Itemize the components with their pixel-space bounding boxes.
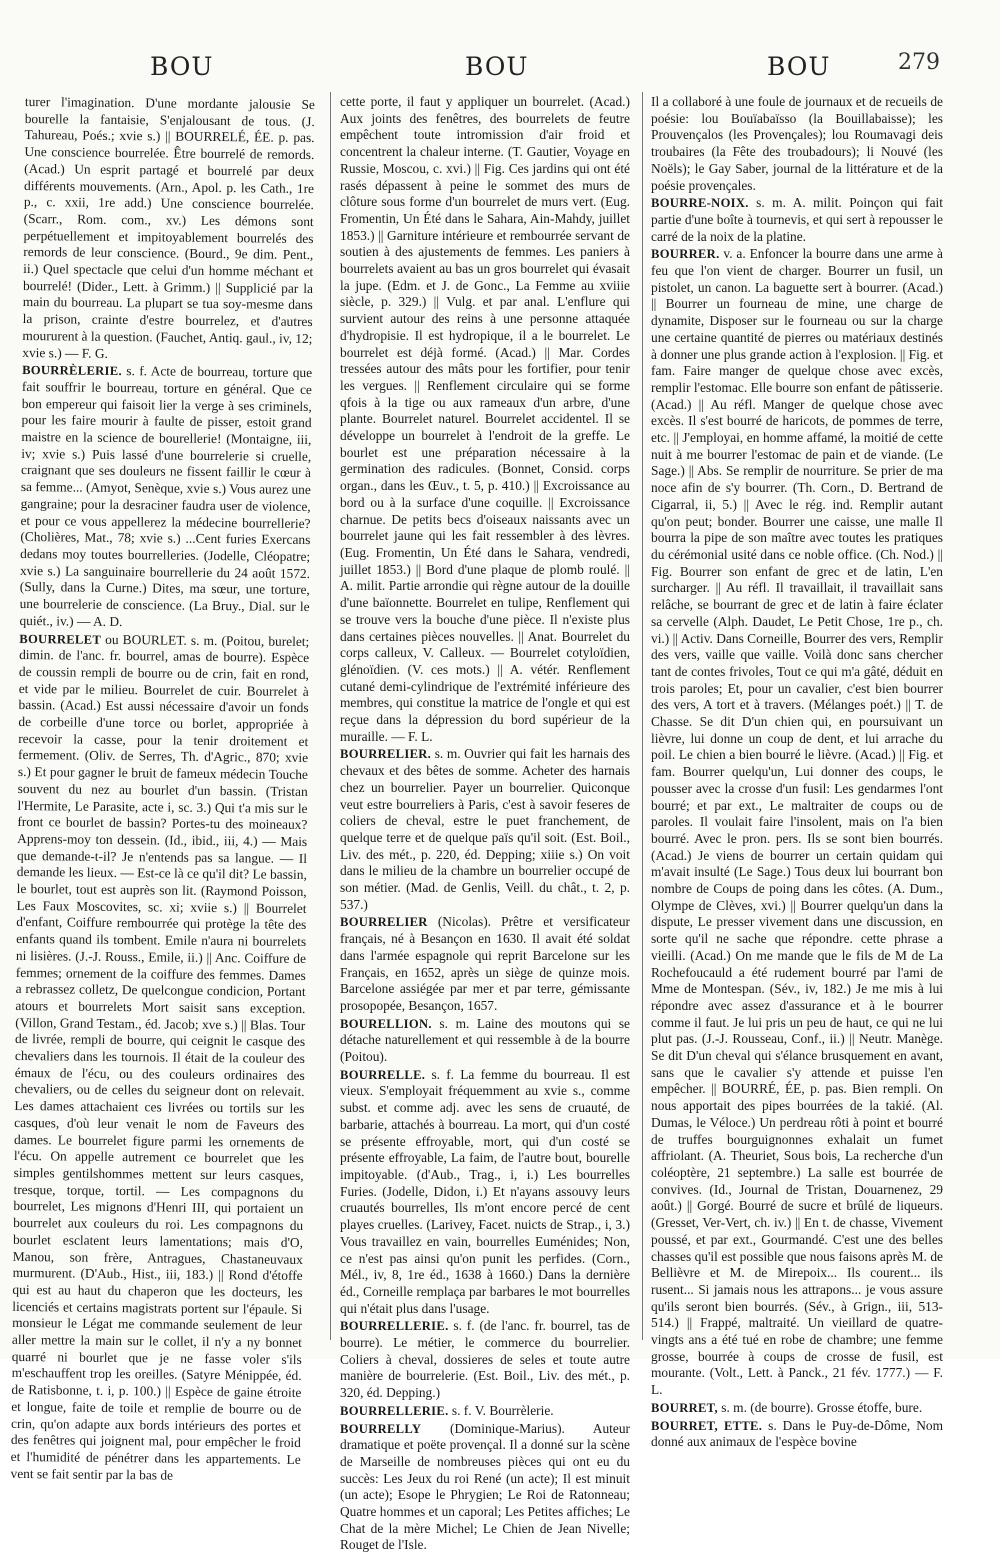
entry-text: ou BOURLET. s. m. (Poitou, burelet; dimin. de l'anc. fr. bourrel, amas de bourre). Espèce de coussin rempli de bourre ou de crin, fait en rond, et vide par le milieu. Bourrelet de cuir. Bourrelet à bassin. (Acad.) Est aussi nécessaire d'avoir un fonds de corbeille d'une torce ou borlet, appropriée à recevoir la casse, pour la tenir droitement et fermement. (Oliv. de Serres, Th. d'Agric., 870; xvie s.) Et pour gagner le bruit de fameux médecin Touche souvent du nez au bourlet d'un bassin. (Tristan l'Hermite, Le Parasite, acte i, sc. 3.) Qui t'a mis sur le front ce bourlet de bassin? Portes-tu des moineaux? Apprens-moy ton dessein. (Id., ibid., iii, 4.) — Mais que demande-t-il? Je n'entends pas sa langue. — Il demande les lieux. — Est-ce là ce qu'il dit? Le bassin, le bourlet, tout est auprès son lit. (Raymond Poisson, Les Faux Moscovites, sc. xi; xviie s.) || Bourrelet d'enfant, Coiffure rembourrée qui protège la tête des enfants quand ils tombent. Emile n'aura ni bourrelets ni lisières. (J.-J. Rouss., Emile, ii.) || Anc. Coiffure de femmes; ornement de la coiffure des femmes. Dames a rebrassez colletz, De quelcongue condicion, Portant atours et bourrelets Mort saisit sans exception. (Villon, Grand Testam., éd. Jacob; xve s.) || Blas. Tour de livrée, rempli de bourre, qui ceignit le casque des chevaliers dans les tournois. Il était de la couleur des émaux de l'écu, ou des couleurs ordinaires des chevaliers, ou de celles du seigneur dont on relevait. Les dames attachaient ces livrées ou tortils sur les casques, d'où leur venait le nom de Faveurs des dames. Le bourrelet figure parmi les ornements de l'écu. On appelle autrement ce bourrelet que les simples gentilshommes mettent sur leurs casques, tresque, torque, tortil. — Les compagnons du bourrelet, Les mignons d'Henri III, qui portaient un bourrelet aux couleurs du roi. Les compagnons du bourlet esclatent leurs lamentations; mais d'O, Manou, son frère, Antragues, Chastaneuvaux murmurent. (D'Aub., Hist., iii, 183.) || Rond d'étoffe qui est au haut du chaperon que les docteurs, les licenciés et certains magistrats portent sur l'épaule. Si monsieur le Légat me commande seulement de leur aller mettre la main sur le collet, il n'y a ny bonnet quarré ni bourlet que je ne fasse voler s'ils m'eschauffent trop les oreilles. (Satyre Ménippée, éd. de Ratisbonne, t. i, p. 100.) || Espèce de gaine étroite et longue, faite de toile et remplie de bourre ou de crin, qu'on adapte aux bords intérieurs des portes et des fenêtres qui joignent mal, pour empêcher le froid et l'humidité de pénétrer dans les appartements. Le vent se fait sentir par la bas de [10,631,310,1483]
entry-text: s. f. La femme du bourreau. Il est vieux. S'employait fréquemment au xvie s., comme subst. et comme adj. avec les sens de cruauté, de barbarie, attachés à bourreau. La mort, qui d'un costé se présente effroyable, mort, qui d'un costé se présente effroyable, La faim, de l'autre bout, bourelle impitoyable. (d'Aub., Trag., i, i.) Les bourrelles Furies. (Jodelle, Didon, i.) Et n'ayans assouvy leurs cruautés bourrelles, Ils m'ont encore percé de cent playes cruelles. (Larivey, Facet. nuicts de Strap., i, 3.) Vous travaillez en vain, bourrelles Euménides; Non, ce n'est pas ainsi qu'on punit les perfides. (Corn., Mél., iv, 8, 1re éd., 1638 à 1660.) Dans la dernière éd., Corneille remplaça par barbares le mot bourrelles qui n'était plus dans l'usage. [340,1066,630,1316]
entry-text: s. m. (de bourre). Grosse étoffe, bure. [717,1399,923,1415]
entry-headword: BOURRET, [651,1400,718,1415]
dictionary-entry [340,1067,630,1318]
running-head-right: BOU [767,52,831,81]
dictionary-entry [340,914,630,1014]
entry-text: v. a. Enfoncer la bourre dans une arme à feu que l'on vient de charger. Bourrer un fusil, un pistolet, un canon. La baguette sert à bourrer. (Acad.) || Bourrer un fourneau de mine, une charge de dynamite, Disposer sur le fourneau ou sur la charge une certaine quantité de pierres ou matériaux destinés à donner une plus grande action à l'explosion. || Fig. et fam. Faire manger de quelque chose avec excès, remplir l'estomac. Elle bourre son enfant de pâtisserie. (Acad.) || Au réfl. Manger de quelque chose avec excès. Il s'est bourré de haricots, de pommes de terre, etc. || J'employai, en homme affamé, la moitié de cette nuit à me bourrer l'estomac de pain et de viande. (Le Sage.) || Abs. Se remplir de nourriture. Se prier de ma noce afin de s'y bourrer. (Th. Corn., D. Bertrand de Cigarral, ii, 5.) || Avec le rég. ind. Remplir autant qu'on peut; bonder. Bourrer une caisse, une malle Il bourra la pipe de son maître avec toutes les pratiques du cérémonial usité dans ce noble office. (Ch. Nod.) || Fig. Bourrer son enfant de grec et de latin, L'en surcharger. || Au réfl. Il travaillait, il travaillait sans relâche, se bourrant de grec et de latin à faire éclater sa cervelle (Alph. Daudet, Le Petit Chose, 1re p., ch. vi.) || Activ. Dans Corneille, Bourrer des vers, Remplir des vers, vaille que vaille. Voilà donc sans chercher tant de contes frivoles, Tout ce qui m'a gâté, déduit en trois paroles; Et, pour un cavalier, c'est bien bourrer des vers, A tort et à travers. (Mélanges poét.) || T. de Chasse. Se dit D'un chien qui, en poursuivant un lièvre, lui donne un coup de dent, et lui arrache du poil. Le chien a bien bourré le lièvre. (Acad.) || Fig. et fam. Bourrer quelqu'un, Lui donner des coups, le pousser avec la crosse d'un fusil: Les gendarmes l'ont bourré; et par ext., Le maltraiter de coups ou de paroles. Il voulait faire l'insolent, mais on l'a bien bourré. Avec le pron. pers. Ils se sont bien bourrés. (Acad.) Je viens de bourrer un certain quidam qui m'avait insulté (Le Sage.) Tous deux lui bourrant bon nombre de Coups de poing dans les côtes. (A. Dum., Olympe de Clèves, xvi.) || Bourrer quelqu'un dans la dispute, Le presser vivement dans une discussion, en sorte qu'il ne sache que répondre. cette phrase a vieilli. (Acad.) On me mande que le fils de M de La Rochefoucauld a été rudement bourré par l'ami de Mme de Montespan. (Sév., iv, 182.) Je me mis à lui répondre avec assez d'assurance et à le bourrer comme il faut. Je lui pris un peu de haut, ce qui ne lui plut pas. (J.-J. Rousseau, Conf., ii.) || Neutr. Manège. Se dit D'un cheval qui s'élance brusquement en avant, sans que le cavalier s'y attende et puisse l'en empêcher. || BOURRÉ, ÉE, p. pas. Bien rempli. On nous apportait des pipes bourrées de la takié. (Al. Dumas, le Véloce.) Un perdreau rôti à point et bourré de truffes bourguignonnes exhalait un fumet affriolant. (A. Theuriet, Sous bois, La recherche d'un coléoptère, 21 septembre.) La salle est bourrée de convives. (Id., Journal de Tristan, Douarnenez, 29 août.) || Gorgé. Bourré de sucre et brûlé de liqueurs. (Gresset, Ver-Vert, ch. iv.) || En t. de chasse, Vivement poussé, et par ext., Gourmandé. C'est une des belles chasses qu'il est possible que nous faisons après M. de Bellièvre et M. de Mirepoix... Ils courent... ils rusent... Si jamais nous les attrapons... je vous assure qu'ils seront bien bourrés. (Sév., à Grign., iii, 513-514.) || Frappé, maltraité. Un vieillard de quatre-vingts ans a été tué en robe de chambre; une femme grosse, bourrée à coups de crosse de fusil, est mourante. (Volt., Lett. à Panck., 21 fév. 1777.) — F. L. [651,246,943,1398]
entry-text: s. m. Ouvrier qui fait les harnais des chevaux et des bêtes de somme. Acheter des harnais chez un bourrelier. Payer un bourrelier. Quiconque veut estre bourreliers à Paris, c'est à savoir feseres de coliers de cheval, estre le puet franchement, de quelque terre et de quelque païs qu'il soit. (Est. Boil., Liv. des mét., p. 220, éd. Depping; xiiie s.) On voit dans le milieu de la chambre un bourrelier occupé de son métier. (Mad. de Genlis, Veill. du chât., t. 2, p. 537.) [340,746,630,912]
dictionary-entry [340,1403,630,1420]
entry-headword: BOURRET, ETTE. [651,1418,763,1433]
dictionary-entry [651,246,943,1399]
entry-headword: BOURRÈLERIE. [22,363,123,379]
entry-text: (Dominique-Marius). Auteur dramatique et poëte provençal. Il a donné sur la scène de Marseille de nombreuses pièces qui ont eu du succès: Les Jeux du roi René (un acte); Il est minuit (un acte); Esope le Phrygien; Le Roi de Ratonneau; Quatre hommes et un caporal; Les Petites affiches; Le Chat de la mère Michel; Le Chien de Jean Nivelle; Rouget de l'Isle. [340,1420,630,1553]
entry-text: s. m. Laine des moutons qui se détache naturellement et qui ressemble à de la bourre (Poitou). [340,1015,630,1065]
entry-headword: BOURRELLE. [340,1067,426,1082]
entry-headword: BOURRELET [19,631,102,647]
entry-headword: BOURRER. [651,247,720,262]
entry-headword: BOURRELLY [340,1421,422,1436]
entry-headword: BOURRELIER [340,915,428,930]
dictionary-entry [340,1318,630,1402]
dictionary-entry [651,1418,943,1451]
running-head-left: BOU [150,52,214,81]
entry-text: (Nicolas). Prêtre et versificateur français, né à Besançon en 1630. Il avait été soldat dans l'armée espagnole qui reprit Barcelone sur les Français, en 1652, après un siège de quinze mois. Barcelone assiégée par mer et par terre, gémissante prosopopée, Besançon, 1657. [340,914,630,1013]
text-column-1 [10,94,315,1483]
entry-text: cette porte, il faut y appliquer un bourrelet. (Acad.) Aux joints des fenêtres, des bourrelets de feutre empêchent toute intromission d'air froid et concentrent la chaleur interne. (T. Gautier, Voyage en Russie, Moscou, c. xvi.) || Fig. Ces jardins qui ont été rasés dépassent à peine le sommet des murs de clôture sous forme d'un bourrelet de murs vert. (Eug. Fromentin, Un Été dans le Sahara, Ain-Mahdy, juillet 1853.) || Garniture intérieure et rembourrée servant de soutien à des ajustements de femmes. Les paniers à bourrelets avaient au bas un gros bourrelet qui évasait la jupe. (Edm. et J. de Gonc., La Femme au xviiie siècle, p. 329.) || Vulg. et par anal. L'enflure qui survient autour des reins à une personne attaquée d'hydropisie. Il est hydropique, il a le bourrelet. Le bourrelet est déjà formé. (Acad.) || Mar. Cordes tressées autour des mâts pour les fortifier, pour tenir les vergues. || Renflement circulaire qui se forme qfois à la tige ou aux rameaux d'un arbre, d'une plante. Bourrelet naturel. Bourrelet accidentel. Il se développe un bourrelet à l'endroit de la greffe. Le bourlet est une préparation nécessaire à la germination des radicules. (Bonnet, Consid. corps organ., dans les Œuv., t. 5, p. 410.) || Excroissance au bord ou à la surface d'une coquille. || Excroissance charnue. De petits becs d'oiseaux naissants avec un bourrelet jaune qui les fait ressembler à des lèvres. (Eug. Fromentin, Un Été dans le Sahara, vendredi, juillet 1853.) || Bord d'une plaque de plomb roulé. || A. milit. Partie arrondie qui règne autour de la douille d'une baïonnette. Bourrelet en tulipe, Renflement qui se trouve vers la bouche d'une pièce. Il n'existe plus dans certaines pièces nouvelles. || Anat. Bourrelet du corps calleux, V. Calleux. — Bourrelet cotyloïdien, glénoïdien. (V. ces mots.) || A. vétér. Renflement cutané demi-cylindrique de l'extrémité inférieure des membres, qui constitue la matrice de l'ongle et qui est reçue dans la dépression du bord supérieur de la muraille. — F. L. [340,94,630,744]
dictionary-entry [19,362,312,632]
dictionary-entry [651,195,943,245]
entry-headword: BOURELLION. [340,1016,432,1031]
entry-continuation [22,94,315,364]
text-column-2 [340,94,630,1553]
entry-text: s. f. V. Bourrèlerie. [448,1402,554,1418]
entry-text: s. Dans le Puy-de-Dôme, Nom donné aux animaux de l'espèce bovine [651,1417,943,1450]
entry-text: s. m. A. milit. Poinçon qui fait partie d'une boîte à tournevis, et qui sert à repousser le carré de la noix de la platine. [651,195,943,244]
entry-continuation [651,94,943,194]
page-number: 279 [898,50,940,75]
running-head-center: BOU [465,52,529,81]
entry-text: turer l'imagination. D'une mordante jalousie Se bourelle la fantaisie, S'enjalousant de tous. (J. Tahureau, Poés.; xvie s.) || BOURRELÉ, ÉE. p. pas. Une conscience bourrelée. Être bourrelé de remords. (Acad.) Un esprit partagé et bourrelé par deux différents mouvements. (Arn., Apol. p. les Cath., 1re p., c. xxii, 1re add.) Une conscience bourrelée. (Scarr., Rom. com., xv.) Les démons sont perpétuellement et impitoyablement bourrelés des remords de leur conscience. (Bourd., 9e dim. Pent., ii.) Quel spectacle que celui d'un homme méchant et bourrelé! (Dider., Lett. à Grimm.) || Supplicié par la main du bourreau. La plupart se tua soy-mesme dans la prison, crainte d'estre bourrelez, et d'autres moururent à la question. (Fauchet, Antiq. gaul., iv, 12; xvie s.) — F. G. [22,94,315,361]
text-column-3 [651,94,943,1450]
entry-text: s. f. (de l'anc. fr. bourrel, tas de bourre). Le métier, le commerce du bourrelier. Coliers à cheval, dossieres de seles et toute autre manière de bourrelerie. (Est. Boil., Liv. des mét., p. 320, éd. Depping.) [340,1318,630,1401]
entry-continuation [340,94,630,745]
entry-headword: BOURRE-NOIX. [651,196,749,211]
column-rule [330,92,331,1340]
entry-headword: BOURRELLERIE. [340,1319,449,1334]
dictionary-entry [10,630,309,1485]
entry-text: s. f. Acte de bourreau, torture que fait souffrir le bourreau, torture en général. Que ce bon empereur qui faisoit lier la verge à ses criminels, pour les faire mourir à faulte de pisser, estoit grand maistre en la science de bourellerie! (Montaigne, iii, iv; xvie s.) Puis lassé d'une bourrelerie si cruelle, craignant que ses douleurs ne fissent faillir le cœur à sa femme... (Amyot, Senèque, xvie s.) Vous aurez une gangraine; pour la desraciner faudra user de violence, et pour ce vous appellerez la médecine bourrellerie? (Cholières, Mat., 78; xvie s.) ...Cent furies Exercans dedans moy toutes bourrelleries. (Jodelle, Cléopatre; xvie s.) La sanguinaire bourrellerie du 24 août 1572. (Sully, dans la Curne.) Dites, ma sœur, une torture, une bourrelerie de conscience. (La Bruy., Dial. sur le quiét., iv.) — A. D. [19,363,313,629]
column-rule [642,92,643,1340]
dictionary-entry [340,746,630,913]
dictionary-entry [340,1421,630,1554]
entry-text: Il a collaboré à une foule de journaux et de recueils de poésie: lou Bouïabaïsso (la Bouillabaisse); les Prouvençalos (les Provençales); lou Roumavagi deis troubaires (la Fête des troubadours); li Nouvé (les Noëls); le Gay Saber, journal de la littérature et de la poésie provençales. [651,94,943,193]
dictionary-entry [651,1400,943,1417]
dictionary-entry [340,1016,630,1066]
entry-headword: BOURRELLERIE. [340,1403,449,1418]
entry-headword: BOURRELIER. [340,747,432,762]
